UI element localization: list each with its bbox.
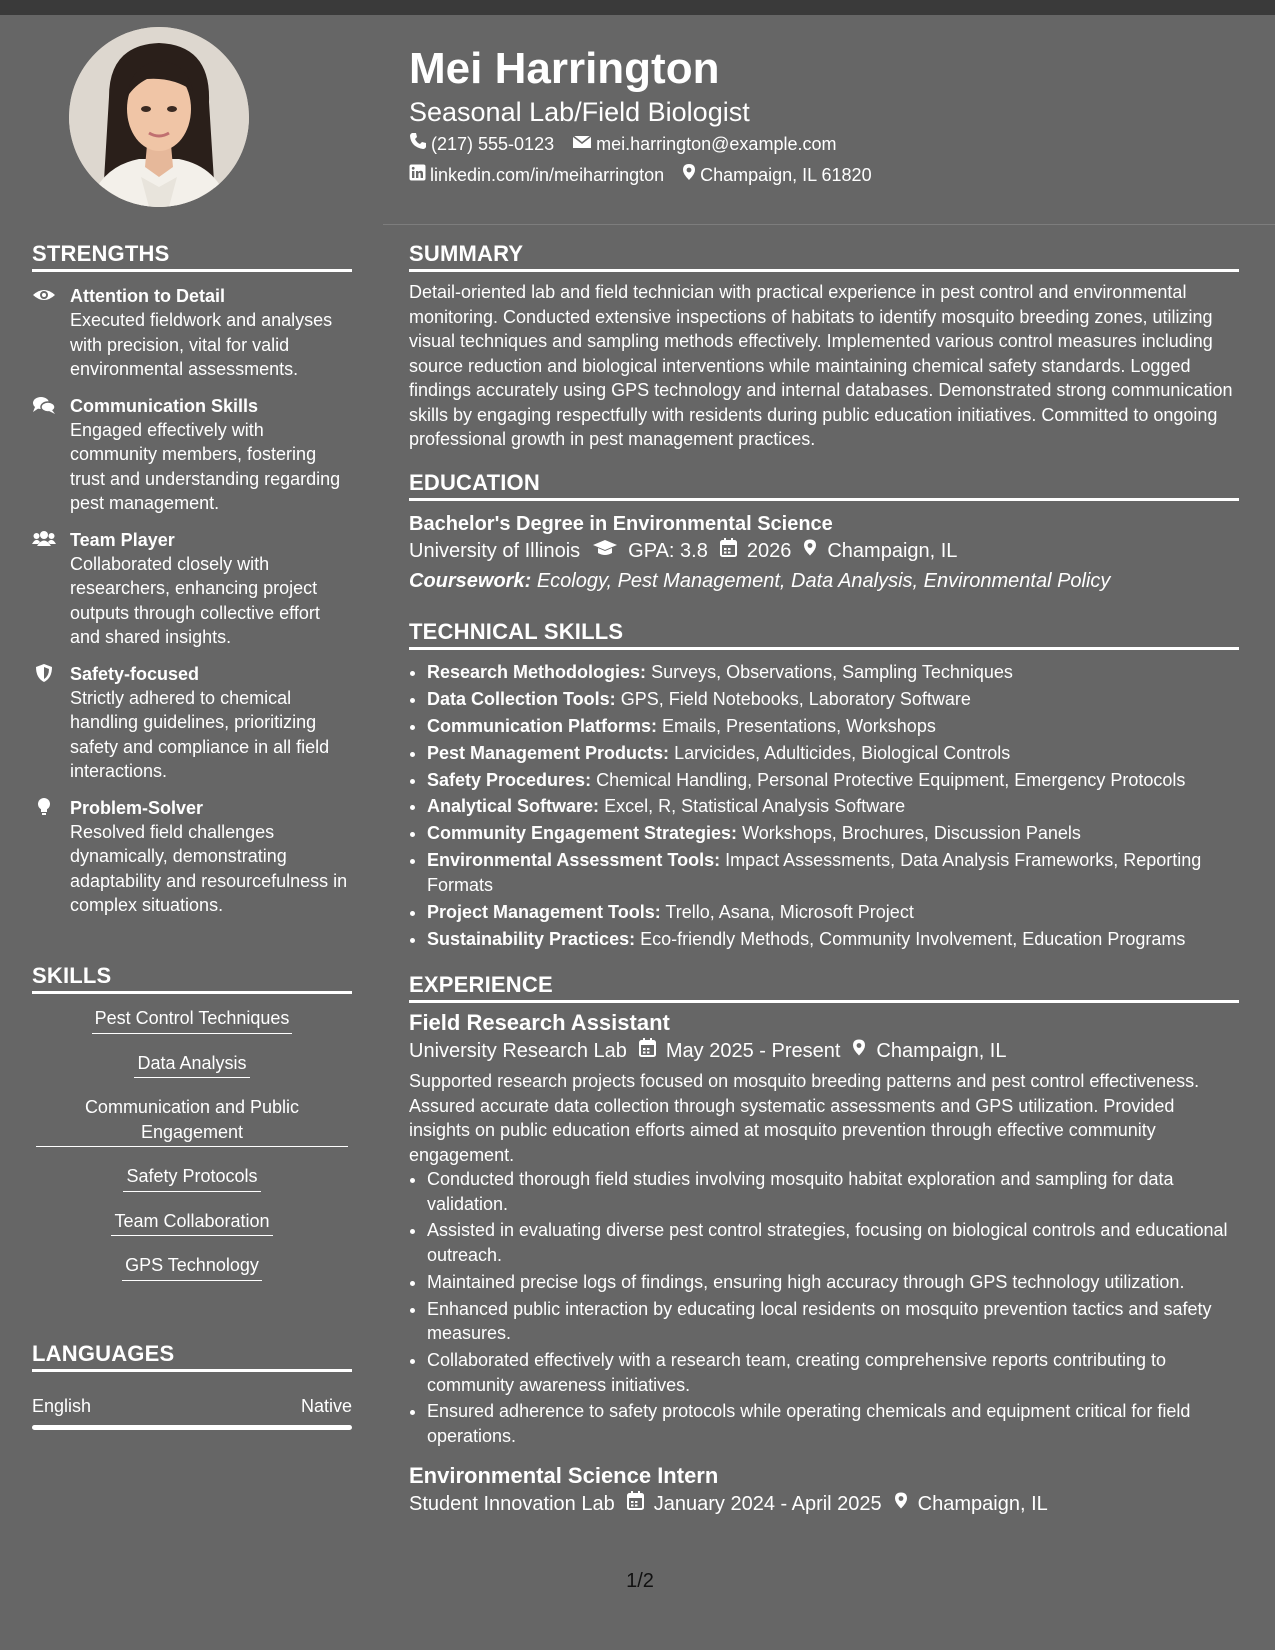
skills-heading: SKILLS [32, 963, 352, 994]
map-pin-icon [852, 1037, 876, 1065]
list-item [427, 794, 1239, 819]
strength-item [32, 528, 352, 650]
education-heading: EDUCATION [409, 470, 1239, 501]
job-location [894, 1490, 1048, 1518]
skill-label: Safety Procedures: [427, 769, 592, 790]
job-title: Environmental Science Intern [409, 1463, 719, 1489]
skill-value: Emails, Presentations, Workshops [662, 715, 936, 736]
list-item [427, 687, 1239, 712]
resume-header [409, 40, 1229, 187]
skill-value: Excel, R, Statistical Analysis Software [604, 796, 906, 817]
year-text: 2026 [746, 540, 792, 562]
strengths-heading: STRENGTHS [32, 241, 352, 272]
top-bar [0, 0, 1275, 15]
experience-heading: EXPERIENCE [409, 972, 1239, 1003]
skill-value: Workshops, Brochures, Discussion Panels [742, 823, 1081, 844]
strength-description: Engaged effectively with community members, fostering trust and understanding regarding pest management. [70, 419, 341, 513]
skill-tag: Communication and Public Engagement [36, 1095, 348, 1147]
skill-label: Pest Management Products: [427, 742, 670, 763]
strengths-section [32, 241, 352, 918]
school-name: University of Illinois [409, 540, 581, 562]
job-meta [409, 1490, 1239, 1518]
skill-value: Trello, Asana, Microsoft Project [665, 901, 914, 922]
strength-title: Team Player [70, 529, 175, 550]
strength-title: Attention to Detail [70, 286, 225, 306]
list-item: • Enhanced public interaction by educating local residents on mosquito prevention tactics and safety measures. [427, 1297, 1239, 1346]
lightbulb-icon [32, 797, 56, 817]
portrait-illustration [69, 27, 249, 207]
job-entry [409, 1009, 1239, 1448]
job-dates [627, 1490, 882, 1518]
skill-tag: Team Collaboration [111, 1209, 272, 1237]
education-year [720, 537, 792, 565]
job-bullets [409, 1167, 1239, 1448]
list-item [427, 741, 1239, 766]
languages-heading: LANGUAGES [32, 1341, 352, 1372]
skill-label: Data Collection Tools: [427, 688, 616, 709]
list-item [427, 900, 1239, 925]
list-item [427, 714, 1239, 739]
coursework [409, 567, 1239, 595]
contact-location [682, 163, 871, 187]
email-text: mei.harrington@example.com [596, 134, 837, 154]
list-item: • Conducted thorough field studies involving mosquito habitat exploration and sampling for data validation. [427, 1167, 1239, 1216]
list-item: • Assisted in evaluating diverse pest control strategies, focusing on biological controls and educational outreach. [427, 1218, 1239, 1267]
skills-section [32, 963, 352, 1298]
skill-list [32, 1006, 352, 1298]
skill-value: Larvicides, Adulticides, Biological Controls [674, 742, 1011, 763]
profile-photo [69, 27, 249, 207]
list-item [427, 821, 1239, 846]
contact-linkedin [409, 163, 664, 187]
job-dates [639, 1037, 841, 1065]
strength-title: Problem-Solver [70, 797, 204, 818]
list-item [427, 660, 1239, 685]
skill-label: Analytical Software: [427, 796, 600, 817]
phone-icon [409, 132, 431, 156]
location-text: Champaign, IL [876, 1040, 1007, 1062]
education-meta [409, 537, 1239, 565]
calendar-icon [720, 537, 747, 565]
skill-label: Communication Platforms: [427, 715, 658, 736]
contact-email [572, 132, 836, 156]
experience-section [409, 972, 1239, 1518]
skill-tag: Pest Control Techniques [92, 1006, 293, 1034]
summary-section [409, 241, 1239, 452]
chat-bubbles-icon [32, 395, 56, 415]
calendar-icon [627, 1490, 654, 1518]
strength-item [32, 662, 352, 784]
skill-label: Environmental Assessment Tools: [427, 850, 721, 871]
coursework-list: Ecology, Pest Management, Data Analysis, Environmental Policy [536, 570, 1111, 592]
shield-icon [32, 663, 56, 683]
technical-skills-heading: TECHNICAL SKILLS [409, 619, 1239, 650]
job-location [852, 1037, 1006, 1065]
strength-description: Strictly adhered to chemical handling guidelines, prioritizing safety and compliance in all field interactions. [70, 687, 330, 781]
skill-value: Chemical Handling, Personal Protective Equipment, Emergency Protocols [596, 769, 1186, 790]
job-organization: University Research Lab [409, 1040, 627, 1062]
skill-tag: Safety Protocols [123, 1164, 260, 1192]
eye-icon [32, 285, 56, 305]
education-section [409, 470, 1239, 595]
dates-text: January 2024 - April 2025 [653, 1493, 882, 1516]
language-name: English [32, 1396, 92, 1416]
dates-text: May 2025 - Present [665, 1040, 841, 1062]
summary-heading: SUMMARY [409, 241, 1239, 272]
page-indicator: 1/2 [626, 1570, 654, 1592]
language-row [32, 1396, 352, 1417]
language-proficiency-bar [32, 1425, 352, 1430]
coursework-label: Coursework: [409, 570, 532, 592]
job-description: Supported research projects focused on mosquito breeding patterns and pest control effectiveness. Assured accurate data collection through systematic assessments and GPS utilization. Provided insights on public education efforts aimed at mosquito prevention through effective community engagement. [409, 1071, 1200, 1165]
list-item [427, 768, 1239, 793]
list-item: • Collaborated effectively with a research team, creating comprehensive reports contributing to community awareness initiatives. [427, 1348, 1239, 1397]
list-item [427, 848, 1239, 897]
list-item: • Maintained precise logs of findings, ensuring high accuracy through GPS technology utilization. [427, 1270, 1239, 1295]
map-pin-icon [894, 1490, 918, 1518]
header-divider [383, 224, 1275, 225]
skill-value: Eco-friendly Methods, Community Involvement, Education Programs [640, 928, 1186, 949]
languages-section [32, 1341, 352, 1430]
location-text: Champaign, IL 61820 [700, 165, 872, 185]
skill-label: Sustainability Practices: [427, 928, 636, 949]
strength-title: Communication Skills [70, 395, 259, 416]
skill-tag: Data Analysis [134, 1051, 249, 1079]
strength-description: Executed fieldwork and analyses with precision, vital for valid environmental assessments. [70, 310, 333, 379]
skill-value: Impact Assessments, Data Analysis Frameworks, Reporting Formats [427, 850, 1202, 895]
phone-text: (217) 555-0123 [431, 134, 555, 154]
location-text: Champaign, IL [827, 540, 958, 562]
strength-description: Resolved field challenges dynamically, demonstrating adaptability and resourcefulness in complex situations. [70, 821, 348, 915]
strength-item [32, 394, 352, 516]
contact-row [409, 132, 1229, 156]
map-pin-icon [803, 537, 827, 565]
graduation-cap-icon [592, 537, 628, 565]
list-item: • Ensured adherence to safety protocols while operating chemicals and equipment critical for field operations. [427, 1399, 1239, 1448]
job-meta [409, 1037, 1239, 1065]
job-title: Field Research Assistant [409, 1010, 670, 1035]
job-entry [409, 1462, 1239, 1518]
strength-item [32, 284, 352, 382]
strength-description: Collaborated closely with researchers, enhancing project outputs through collective effort and shared insights. [70, 553, 320, 647]
strength-item [32, 796, 352, 918]
education-location [803, 537, 957, 565]
location-text: Champaign, IL [917, 1493, 1048, 1516]
gpa-text: GPA: 3.8 [628, 540, 708, 562]
job-organization: Student Innovation Lab [409, 1493, 615, 1516]
technical-skills-section [409, 619, 1239, 953]
linkedin-text: linkedin.com/in/meiharrington [430, 165, 665, 185]
map-pin-icon [682, 163, 700, 187]
education-gpa [592, 537, 708, 565]
skill-value: GPS, Field Notebooks, Laboratory Software [620, 688, 971, 709]
calendar-icon [639, 1037, 666, 1065]
contact-phone [409, 132, 554, 156]
list-item [427, 927, 1239, 952]
skill-label: Project Management Tools: [427, 901, 661, 922]
degree-title: Bachelor's Degree in Environmental Science [409, 513, 833, 535]
candidate-name: Mei Harrington [409, 44, 720, 93]
language-level: Native [300, 1396, 352, 1416]
linkedin-icon [409, 163, 430, 187]
skill-label: Community Engagement Strategies: [427, 823, 738, 844]
strength-title: Safety-focused [70, 663, 200, 684]
contact-row [409, 163, 1229, 187]
users-icon [32, 529, 56, 549]
skill-value: Surveys, Observations, Sampling Techniques [651, 662, 1013, 682]
skill-tag: GPS Technology [122, 1253, 262, 1281]
envelope-icon [572, 132, 596, 156]
skill-label: Research Methodologies: [427, 662, 647, 682]
candidate-role: Seasonal Lab/Field Biologist [409, 97, 750, 127]
summary-text: Detail-oriented lab and field technician with practical experience in pest control and environmental monitoring. Conducted extensive inspections of habitats to identify mosquito breeding zones, utilizing visual techniques and sampling methods effectively. Implemented various control measures including source reduction and biological interventions while maintaining chemical safety standards. Logged findings accurately using GPS technology and internal databases. Demonstrated strong communication skills by engaging respectfully with residents during public education initiatives. Committed to ongoing professional growth in pest management practices. [409, 282, 1233, 449]
technical-skills-list [409, 660, 1239, 951]
